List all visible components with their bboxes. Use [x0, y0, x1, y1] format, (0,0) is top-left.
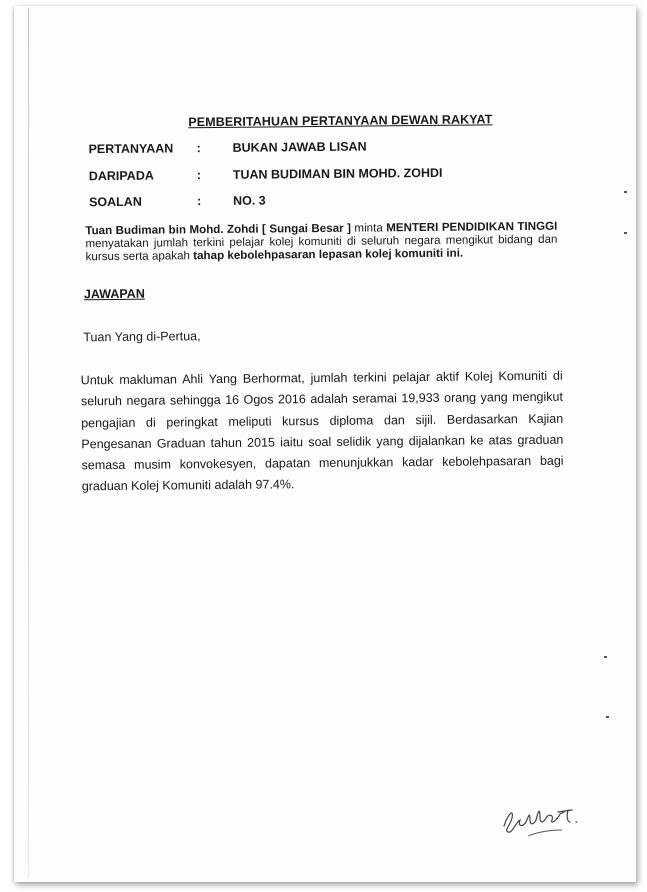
scan-speck — [604, 656, 607, 658]
scan-speck — [624, 232, 627, 234]
header-label: DARIPADA — [88, 168, 154, 184]
question-minister: MENTERI PENDIDIKAN TINGGI — [386, 219, 558, 235]
question-text: menyatakan jumlah terkini pelajar kolej komuniti di seluruh negara mengikut bidang dan kursus serta apakah — [85, 232, 558, 264]
scan-speck — [624, 191, 627, 193]
header-row-pertanyaan — [88, 140, 366, 157]
signature — [498, 800, 584, 850]
question-emphasis: tahap kebolehpasaran lepasan kolej komuniti ini. — [193, 247, 464, 263]
header-colon: : — [196, 168, 202, 183]
answer-heading: JAWAPAN — [83, 286, 145, 302]
header-row-soalan — [89, 194, 266, 210]
question-paragraph — [85, 220, 557, 264]
header-label: PERTANYAAN — [88, 141, 174, 157]
question-text: minta — [350, 221, 387, 235]
scan-speck — [606, 716, 609, 718]
salutation: Tuan Yang di-Pertua, — [83, 329, 201, 345]
header-colon: : — [196, 141, 201, 156]
header-value: TUAN BUDIMAN BIN MOHD. ZOHDI — [232, 165, 443, 182]
question-asker: Tuan Budiman bin Mohd. Zohdi [ Sungai Besar ] — [85, 221, 351, 238]
header-value: BUKAN JAWAB LISAN — [232, 139, 367, 155]
header-colon: : — [196, 194, 202, 209]
header-row-daripada — [89, 166, 443, 183]
answer-paragraph: Untuk makluman Ahli Yang Berhormat, jumlah terkini pelajar aktif Kolej Komuniti di seluruh negara sehingga 16 Ogos 2016 adalah seramai 19,933 orang yang mengikut pengajian di peringkat meliputi kursus diploma dan sijil. Berdasarkan Kajian Pengesanan Graduan tahun 2015 iaitu soal selidik yang dijalankan ke atas graduan semasa musim konvokesyen, dapatan menunjukkan kadar kebolehpasaran bagi graduan Kolej Komuniti adalah 97.4%. — [80, 368, 564, 494]
header-value: NO. 3 — [232, 193, 266, 208]
document-title: PEMBERITAHUAN PERTANYAAN DEWAN RAKYAT — [188, 112, 493, 130]
header-label: SOALAN — [88, 194, 142, 210]
